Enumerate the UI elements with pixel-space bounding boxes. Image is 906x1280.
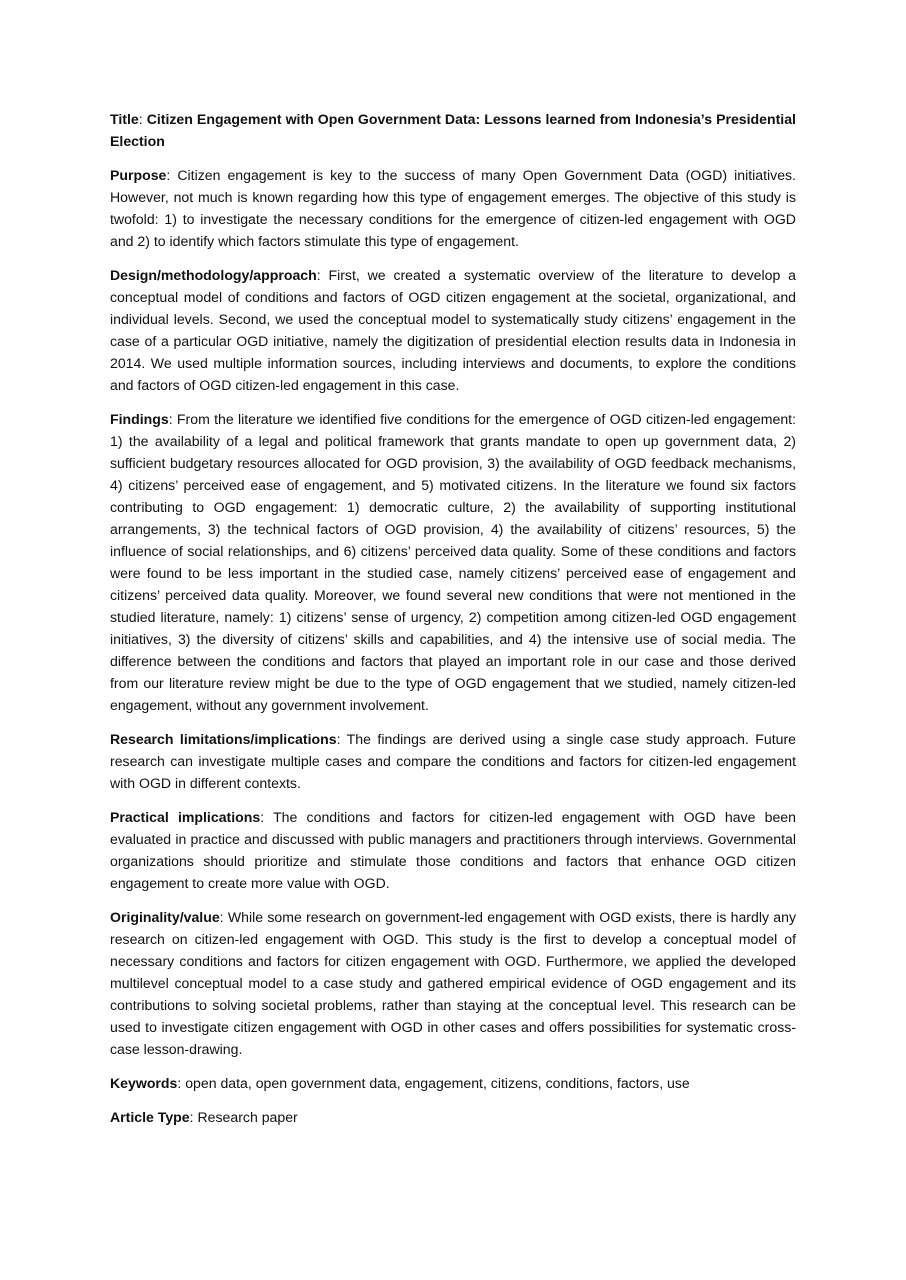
title-text: Citizen Engagement with Open Government Data: Lessons learned from Indonesia’s Presidential Election — [110, 111, 796, 149]
practical-text: : The conditions and factors for citizen-led engagement with OGD have been evaluated in practice and discussed with public managers and practitioners through interviews. Governmental organizations should prioritize and stimulate those conditions and factors that enhance OGD citizen engagement to create more value with OGD. — [110, 809, 796, 891]
design-label: Design/methodology/approach — [110, 267, 317, 283]
limitations-text: : The findings are derived using a single case study approach. Future research can investigate multiple cases and compare the conditions and factors for citizen-led engagement with OGD in different contexts. — [110, 731, 797, 791]
originality-text: : While some research on government-led engagement with OGD exists, there is hardly any research on citizen-led engagement with OGD. This study is the first to develop a conceptual model of necessary conditions and factors for citizen engagement with OGD. Furthermore, we applied the developed multilevel conceptual model to a case study and gathered empirical evidence of OGD engagement and its contributions to solving societal problems, rather than staying at the conceptual level. This research can be used to investigate citizen engagement with OGD in other cases and offers possibilities for systematic cross-case lesson-drawing. — [110, 909, 796, 1057]
findings-section — [110, 408, 796, 716]
title-separator: : — [138, 111, 147, 127]
keywords-text: : open data, open government data, engagement, citizens, conditions, factors, use — [177, 1075, 690, 1091]
article-type-section — [110, 1106, 796, 1128]
keywords-section — [110, 1072, 796, 1094]
design-section — [110, 264, 796, 396]
article-type-text: : Research paper — [189, 1109, 298, 1125]
paper-title — [110, 108, 796, 152]
findings-text: : From the literature we identified five conditions for the emergence of OGD citizen-led engagement: 1) the availability of a legal and political framework that grants mandate to open up government data, 2) sufficient budgetary resources allocated for OGD provision, 3) the availability of OGD feedback mechanisms, 4) citizens’ perceived ease of engagement, and 5) motivated citizens. In the literature we found six factors contributing to OGD engagement: 1) democratic culture, 2) the availability of supporting institutional arrangements, 3) the technical factors of OGD provision, 4) the availability of citizens’ resources, 5) the influence of social relationships, and 6) citizens’ perceived data quality. Some of these conditions and factors were found to be less important in the studied case, namely citizens’ perceived ease of engagement and citizens’ perceived data quality. Moreover, we found several new conditions that were not mentioned in the studied literature, namely: 1) citizens’ sense of urgency, 2) competition among citizen-led OGD engagement initiatives, 3) the diversity of citizens’ skills and capabilities, and 4) the intensive use of social media. The difference between the conditions and factors that played an important role in our case and those derived from our literature review might be due to the type of OGD engagement that we studied, namely citizen-led engagement, without any government involvement. — [110, 411, 796, 713]
keywords-label: Keywords — [110, 1075, 178, 1091]
limitations-section — [110, 728, 796, 794]
limitations-label: Research limitations/implications — [110, 731, 337, 747]
purpose-section — [110, 164, 796, 252]
purpose-label: Purpose — [110, 167, 167, 183]
originality-label: Originality/value — [110, 909, 220, 925]
findings-label: Findings — [110, 411, 169, 427]
practical-label: Practical implications — [110, 809, 261, 825]
article-type-label: Article Type — [110, 1109, 190, 1125]
practical-section — [110, 806, 796, 894]
originality-section — [110, 906, 796, 1060]
design-text: : First, we created a systematic overview of the literature to develop a conceptual model of conditions and factors of OGD citizen engagement at the societal, organizational, and individual levels. Second, we used the conceptual model to systematically study citizens’ engagement in the case of a particular OGD initiative, namely the digitization of presidential election results data in Indonesia in 2014. We used multiple information sources, including interviews and documents, to explore the conditions and factors of OGD citizen-led engagement in this case. — [110, 267, 796, 393]
purpose-text: : Citizen engagement is key to the success of many Open Government Data (OGD) initiatives. However, not much is known regarding how this type of engagement emerges. The objective of this study is twofold: 1) to investigate the necessary conditions for the emergence of citizen-led engagement with OGD and 2) to identify which factors stimulate this type of engagement. — [110, 167, 796, 249]
document-page — [110, 108, 796, 1140]
title-label: Title — [110, 111, 139, 127]
